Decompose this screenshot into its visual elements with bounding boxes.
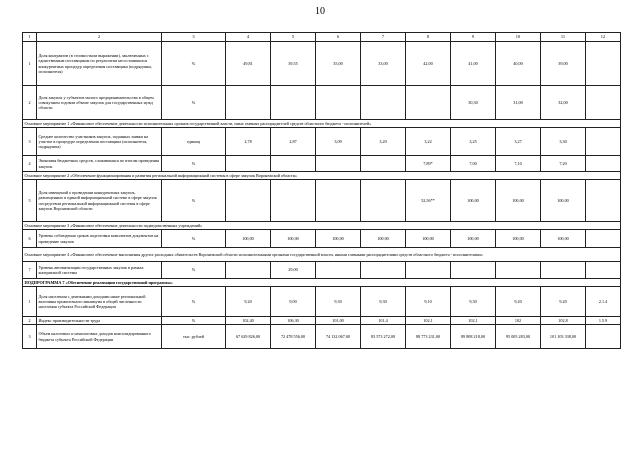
indicator-name: Доля закупок у субъектов малого предпринимательства в общем совокупном годовом объеме закупок для государственных нужд области [37,86,162,120]
value-cell [271,156,316,172]
unit: % [162,42,226,86]
header-cell-8: 8 [406,33,451,42]
value-cell: 101,00 [316,317,361,325]
value-cell: 33,00 [361,42,406,86]
value-cell: 3,22 [406,128,451,156]
indicator-name: Объем налоговых и неналоговых доходов консолидированного бюджета субъекта Российской Федерации [37,325,162,349]
indicator-name: Уровень соблюдения сроков подготовки комплектов документов на проведение закупок [37,230,162,248]
value-cell [361,156,406,172]
value-cell: 3,25 [451,128,496,156]
value-cell: 7,10 [496,156,541,172]
value-cell: 42,00 [406,42,451,86]
table-row [23,128,621,156]
value-cell [226,156,271,172]
value-cell: 101 103 338,00 [541,325,586,349]
value-cell [226,180,271,222]
header-cell-10: 10 [496,33,541,42]
value-cell: 9,20 [541,287,586,317]
value-cell: 39,00 [541,42,586,86]
value-cell: 7,20 [541,156,586,172]
row-number: 1 [23,287,37,317]
table-row [23,325,621,349]
value-cell: 9,30 [451,287,496,317]
value-cell: 29,00 [271,262,316,279]
value-cell: 9,20 [496,287,541,317]
value-cell: 3,30 [541,128,586,156]
value-cell: 100,00 [496,180,541,222]
value-cell: 2,78 [226,128,271,156]
row-number: 4 [23,156,37,172]
table-row [23,180,621,222]
table-row [23,287,621,317]
value-cell: 7,00 [451,156,496,172]
value-cell [586,325,621,349]
value-cell: 9,10 [406,287,451,317]
header-cell-7: 7 [361,33,406,42]
unit: тыс. рублей [162,325,226,349]
value-cell: 106,30 [271,317,316,325]
header-cell-5: 5 [271,33,316,42]
value-cell: 102,1 [451,317,496,325]
unit: % [162,180,226,222]
value-cell [406,86,451,120]
value-cell: 100,00 [541,230,586,248]
value-cell: 9,20 [226,287,271,317]
value-cell [316,180,361,222]
value-cell [586,262,621,279]
row-number: 3 [23,325,37,349]
table-row [23,230,621,248]
indicator-name: Доля контрактов (в стоимостном выражении), заключенных с единственным поставщиком по результатам несостоявшихся конкурентных процедур определения поставщика (подрядчика, исполнителя) [37,42,162,86]
value-cell [316,156,361,172]
value-cell: 39,55 [271,42,316,86]
value-cell: 7,89* [406,156,451,172]
section-title: Основное мероприятие 3 «Финансовое обеспечение деятельности подведомственных учреждений» [23,222,621,230]
indicator-name: Уровень автоматизации государственных закупок в рамках контрактной системы [37,262,162,279]
value-cell: 2.1.4 [586,287,621,317]
indicator-name: Экономия бюджетных средств, сложившаяся по итогам проведения закупок [37,156,162,172]
section-title: Основное мероприятие 4 «Финансовое обеспечение выполнения других расходных обязательств Воронежской области исполнительными органами государственной власти, иными главными распорядителями средств областного бюджета - исполнителями» [23,248,621,262]
value-cell [361,262,406,279]
section-title: Основное мероприятие 1 «Финансовое обеспечение деятельности исполнительных органов государственной власти, иных главных распорядителей средств областного бюджета - исполнителей» [23,120,621,128]
value-cell: 100,00 [271,230,316,248]
value-cell [361,180,406,222]
value-cell: 102 [496,317,541,325]
value-cell: 3,09 [316,128,361,156]
value-cell: 102,8 [541,317,586,325]
value-cell: 52,56** [406,180,451,222]
header-cell-6: 6 [316,33,361,42]
section-row [23,222,621,230]
value-cell [586,180,621,222]
table-row [23,86,621,120]
value-cell: 100,00 [226,230,271,248]
page-number: 10 [315,6,325,17]
indicator-name: Среднее количество участников закупок, поданных заявки на участие в процедуре определения поставщика (исполнителя, подрядчика) [37,128,162,156]
table-row [23,317,621,325]
value-cell: 74 132 067,00 [316,325,361,349]
value-cell: 31,00 [496,86,541,120]
section-row [23,120,621,128]
value-cell [586,230,621,248]
header-cell-2: 2 [37,33,162,42]
value-cell [451,262,496,279]
value-cell [271,86,316,120]
header-cell-3: 3 [162,33,226,42]
value-cell: 100,00 [406,230,451,248]
header-row [23,33,621,42]
header-cell-9: 9 [451,33,496,42]
value-cell [316,86,361,120]
value-cell [316,262,361,279]
row-number: 5 [23,180,37,222]
row-number: 2 [23,86,37,120]
value-cell [586,128,621,156]
value-cell: 100,00 [361,230,406,248]
value-cell: 30,30 [451,86,496,120]
unit: единиц [162,128,226,156]
unit: % [162,156,226,172]
section-title: Основное мероприятие 2 «Обеспечение функционирования и развития региональной информационной системы в сфере закупок Воронежской области» [23,172,621,180]
table-row [23,42,621,86]
value-cell: 100,00 [451,230,496,248]
value-cell: 83 573 272,00 [361,325,406,349]
value-cell [496,262,541,279]
value-cell: 102,40 [226,317,271,325]
row-number: 7 [23,262,37,279]
value-cell [226,262,271,279]
value-cell: 9,30 [361,287,406,317]
value-cell [361,86,406,120]
row-number: 1 [23,42,37,86]
value-cell: 101,4 [361,317,406,325]
value-cell: 100,00 [316,230,361,248]
value-cell: 2,87 [271,128,316,156]
value-cell: 32,00 [541,86,586,120]
header-cell-1: 1 [23,33,37,42]
value-cell: 102,1 [406,317,451,325]
value-cell: 3,27 [496,128,541,156]
value-cell: 100,00 [541,180,586,222]
section-row [23,248,621,262]
value-cell: 89 808 218,00 [451,325,496,349]
value-cell: 1.5.9 [586,317,621,325]
value-cell: 95 005 283,00 [496,325,541,349]
section-title: ПОДПРОГРАММА 7 «Обеспечение реализации государственной программы» [23,279,621,287]
value-cell [586,42,621,86]
value-cell: 100,00 [496,230,541,248]
unit: % [162,86,226,120]
table-row [23,156,621,172]
unit: % [162,262,226,279]
indicator-name: Доля населения с денежными доходами ниже региональной величины прожиточного минимума в общей численности населения субъекта Российской Федерации [37,287,162,317]
value-cell [541,262,586,279]
header-cell-12: 12 [586,33,621,42]
value-cell: 9,00 [271,287,316,317]
row-number: 6 [23,230,37,248]
value-cell [586,156,621,172]
indicator-name: Доля извещений о проведении конкурентных закупок, размещенных в единой информационной системе в сфере закупок посредством региональной информационной системы в сфере закупок Воронежской области [37,180,162,222]
table-row [23,262,621,279]
value-cell: 40,00 [496,42,541,86]
value-cell: 49,81 [226,42,271,86]
value-cell: 67 629 826,00 [226,325,271,349]
value-cell [406,262,451,279]
indicator-name: Индекс производительности труда [37,317,162,325]
value-cell: 9,30 [316,287,361,317]
value-cell [226,86,271,120]
value-cell: 72 478 556,00 [271,325,316,349]
unit: % [162,317,226,325]
unit: % [162,287,226,317]
indicator-table [22,32,621,349]
value-cell: 41,00 [451,42,496,86]
value-cell: 88 773 231,00 [406,325,451,349]
value-cell: 3,20 [361,128,406,156]
value-cell [586,86,621,120]
header-cell-11: 11 [541,33,586,42]
value-cell: 35,00 [316,42,361,86]
row-number: 3 [23,128,37,156]
value-cell [271,180,316,222]
header-cell-4: 4 [226,33,271,42]
section-row [23,172,621,180]
section-row [23,279,621,287]
row-number: 2 [23,317,37,325]
value-cell: 100,00 [451,180,496,222]
unit: % [162,230,226,248]
